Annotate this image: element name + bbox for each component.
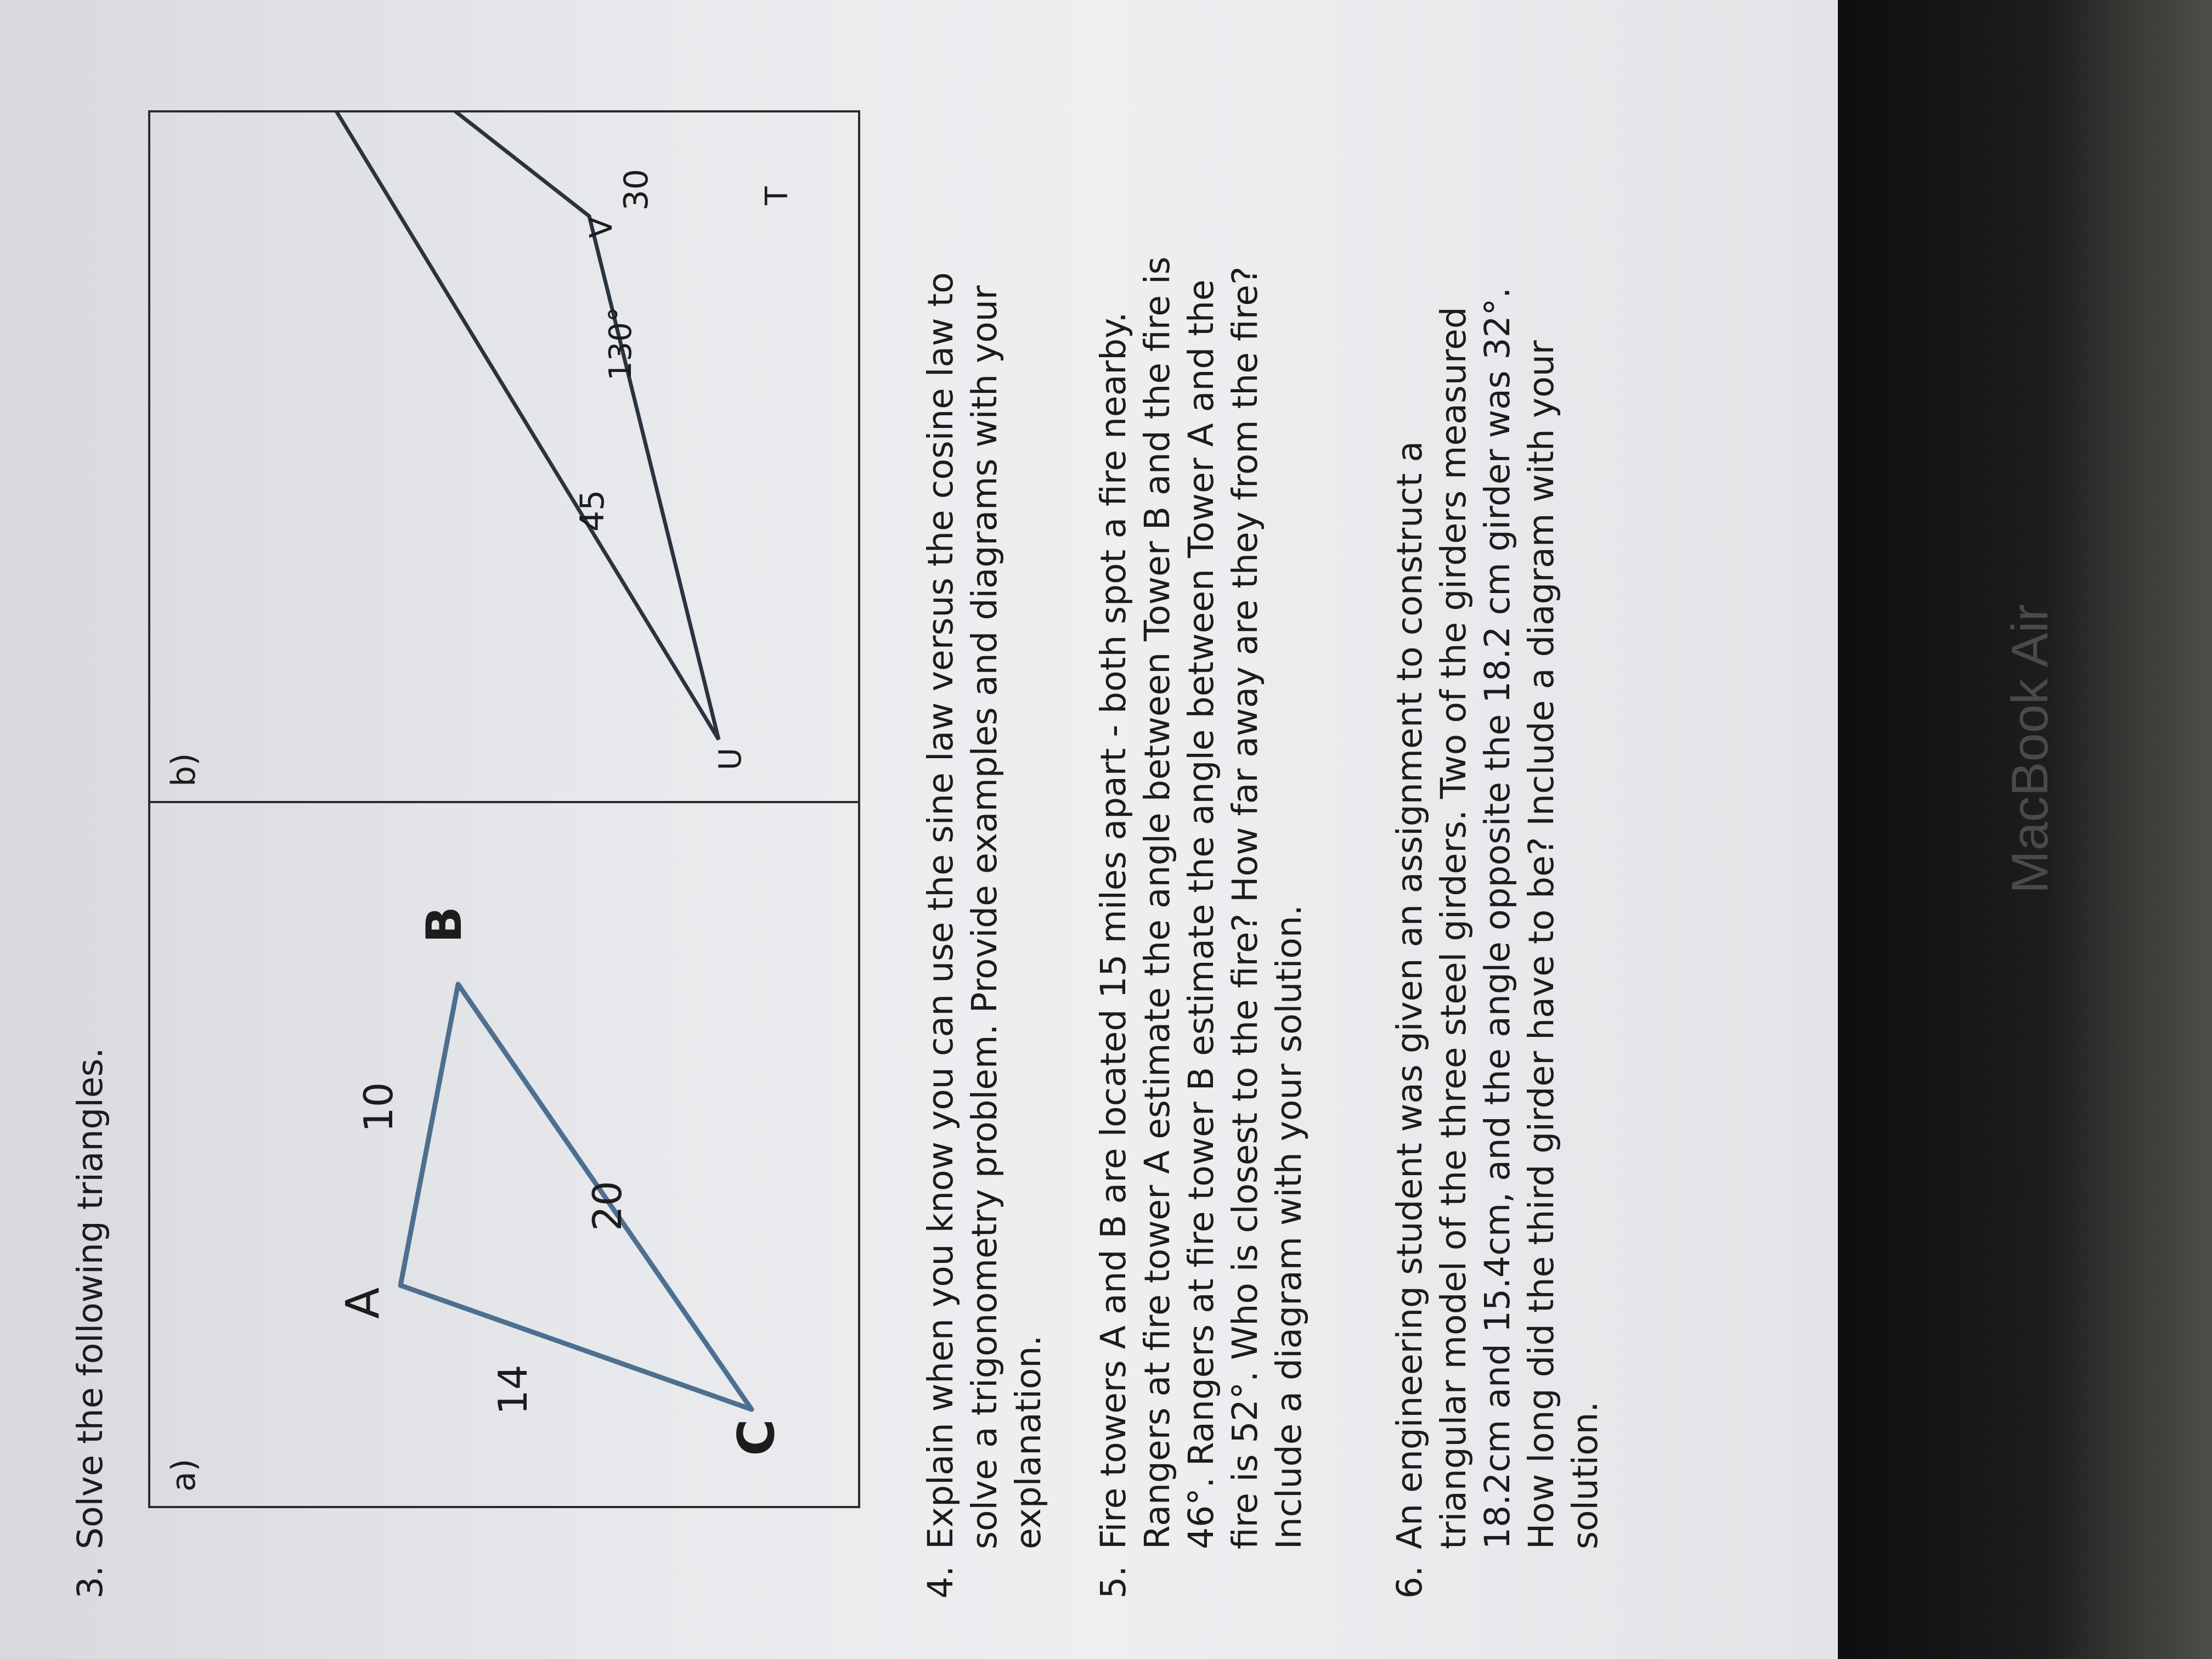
q3-prompt: Solve the following triangles.	[70, 1047, 110, 1549]
side-tv-length: 30	[617, 168, 656, 211]
q4-line-1: Explain when you know you can use the sine law versus the cosine law to	[921, 272, 961, 1549]
q5-line-4: fire is 52°. Who is closest to the fire? How far away are they from the fire?	[1225, 266, 1265, 1549]
q4-number: 4.	[921, 1565, 961, 1599]
q4-line-3: explanation.	[1008, 1335, 1048, 1549]
panel-b-label: b)	[165, 753, 203, 787]
q5-line-1: Fire towers A and B are located 15 miles apart - both spot a fire nearby.	[1093, 312, 1133, 1549]
side-tu-length: 45	[573, 489, 612, 532]
q5-number: 5.	[1093, 1565, 1133, 1599]
vertex-a-label: A	[336, 1287, 390, 1319]
q5-line-2: Rangers at fire tower A estimate the angle between Tower B and the fire is	[1137, 256, 1177, 1549]
triangle-b-figure	[148, 112, 856, 803]
panel-a-label: a)	[165, 1458, 203, 1492]
q6-number: 6.	[1390, 1565, 1430, 1599]
side-ab-length: 10	[356, 1082, 402, 1132]
q5-line-3: 46°. Rangers at fire tower B estimate the angle between Tower A and the	[1181, 279, 1221, 1549]
side-ac-length: 14	[490, 1364, 536, 1415]
angle-v-measure: 130°	[603, 307, 639, 381]
vertex-b-label: B	[416, 906, 472, 943]
q5-line-5: Include a diagram with your solution.	[1269, 905, 1309, 1549]
vertex-u-label: U	[713, 748, 748, 770]
vertex-v-label: V	[584, 217, 619, 238]
q6-line-1: An engineering student was given an assignment to construct a	[1390, 441, 1430, 1549]
q6-line-2: triangular model of the three steel girders. Two of the girders measured	[1434, 307, 1474, 1549]
q4-line-2: solve a trigonometry problem. Provide examples and diagrams with your	[964, 285, 1005, 1549]
triangle-abc	[400, 984, 752, 1409]
side-bc-length: 20	[584, 1181, 630, 1231]
vertex-t-label: T	[759, 186, 795, 205]
triangle-a-figure	[148, 803, 856, 1508]
q3-number: 3.	[70, 1565, 110, 1599]
macbook-air-label: MacBook Air	[2001, 604, 2058, 894]
q6-line-5: solution.	[1565, 1401, 1605, 1549]
q6-line-3: 18.2cm and 15.4cm, and the angle opposite the 18.2 cm girder was 32°.	[1477, 287, 1517, 1549]
vertex-c-label: C	[727, 1419, 786, 1456]
q6-line-4: How long did the third girder have to be? Include a diagram with your	[1521, 340, 1561, 1549]
